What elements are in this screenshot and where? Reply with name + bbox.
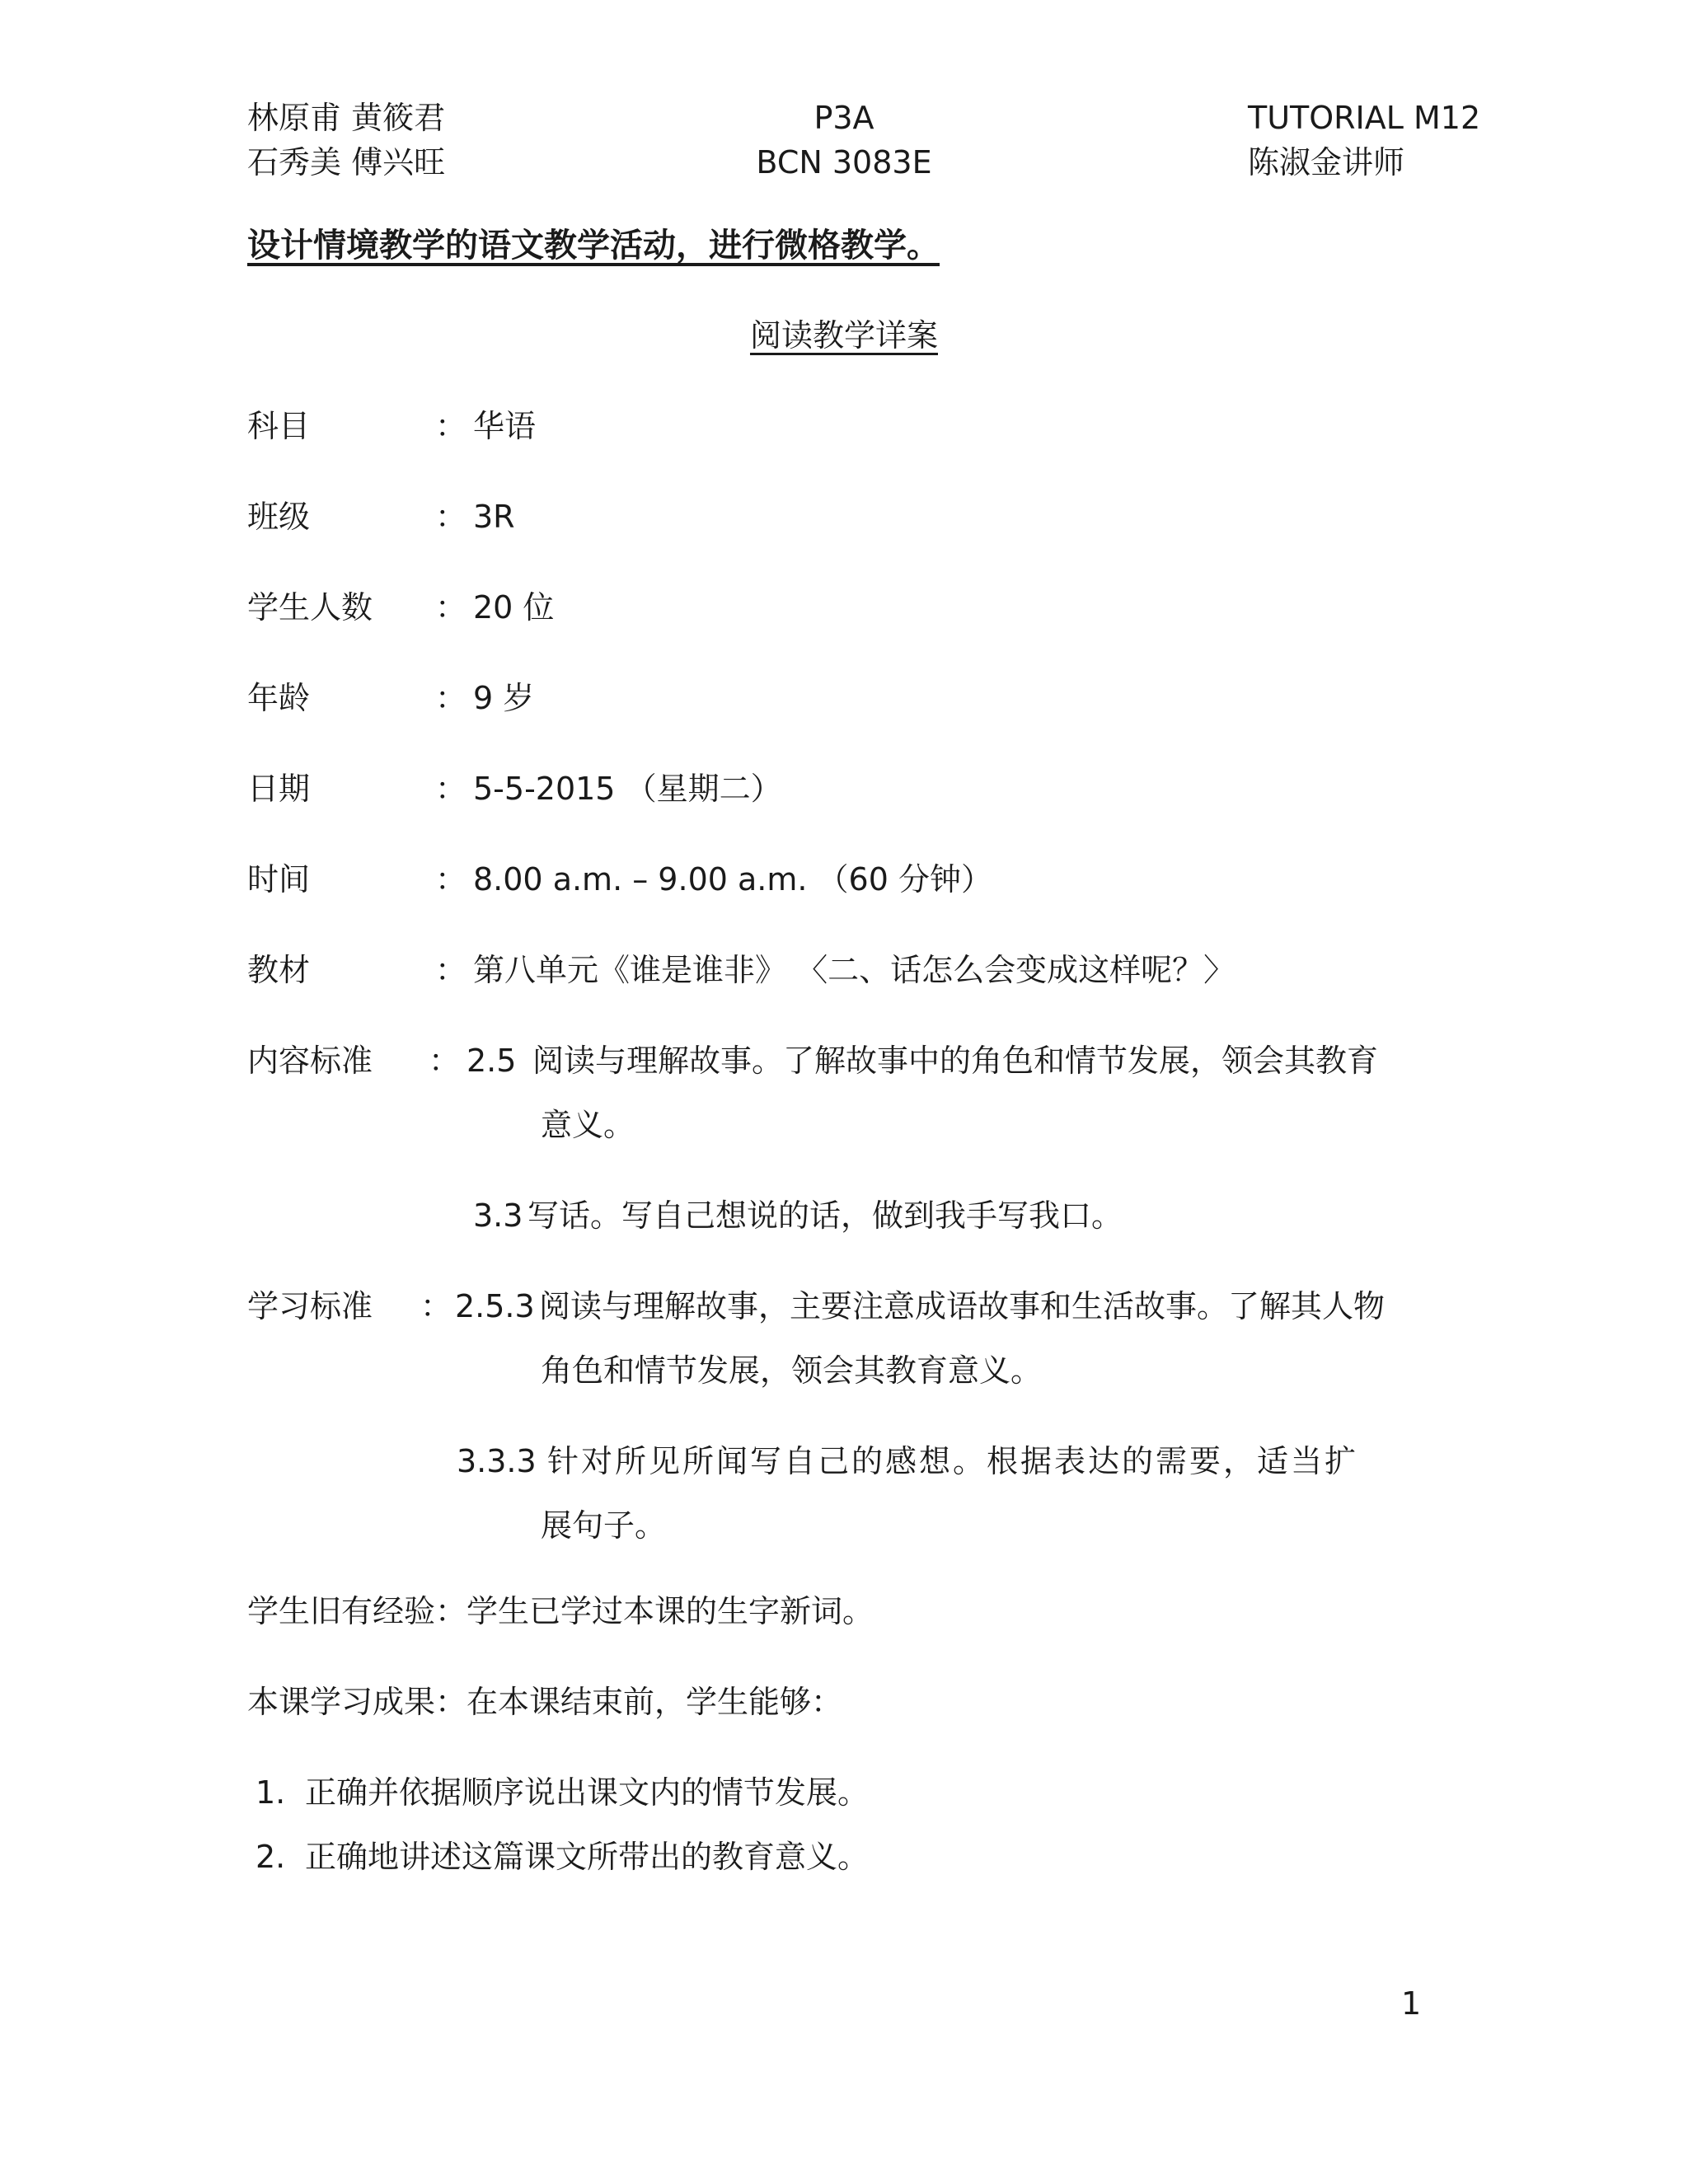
field-value-subject: 华语 <box>473 408 537 444</box>
outcome-number: 2. <box>256 1839 286 1875</box>
field-colon: ： <box>435 499 467 535</box>
field-label-subject: 科目 <box>247 408 311 444</box>
field-value-age: 9 岁 <box>473 680 535 716</box>
field-value-class: 3R <box>473 499 515 535</box>
content-standard-colon: ： <box>429 1043 461 1079</box>
field-label-time: 时间 <box>247 861 311 898</box>
learning-standard-colon: ： <box>420 1288 452 1324</box>
content-standard-item1-line2: 意义。 <box>541 1107 635 1143</box>
prior-knowledge: 学生旧有经验：学生已学过本课的生字新词。 <box>247 1593 874 1629</box>
learning-standard-item2-line2: 展句子。 <box>541 1507 667 1544</box>
header-lecturer: 陈淑金讲师 <box>1248 144 1405 180</box>
outcomes-intro: 本课学习成果：在本课结束前，学生能够： <box>247 1684 843 1720</box>
learning-standard-item2-line1: 针对所见所闻写自己的感想。根据表达的需要，适当扩 <box>547 1443 1359 1479</box>
content-standard-item1-num: 2.5 <box>467 1043 517 1079</box>
field-colon: ： <box>435 408 467 444</box>
field-colon: ： <box>435 680 467 716</box>
header-authors-line1: 林原甫 黄筱君 <box>247 100 446 136</box>
header-authors-line2: 石秀美 傅兴旺 <box>247 144 446 180</box>
field-colon: ： <box>435 771 467 807</box>
main-title: 设计情境教学的语文教学活动，进行微格教学。 <box>247 227 940 265</box>
field-colon: ： <box>435 589 467 626</box>
content-standard-label: 内容标准 <box>247 1043 373 1079</box>
page-number: 1 <box>1401 1985 1422 2022</box>
header-course-code: BCN 3083E <box>756 144 932 180</box>
outcome-number: 1. <box>256 1774 286 1811</box>
field-value-material: 第八单元《谁是谁非》 〈二、话怎么会变成这样呢？〉 <box>473 952 1236 988</box>
field-value-date: 5-5-2015 （星期二） <box>473 771 782 807</box>
learning-standard-item1-line1: 阅读与理解故事，主要注意成语故事和生活故事。了解其人物 <box>539 1288 1386 1324</box>
field-value-time: 8.00 a.m. – 9.00 a.m. （60 分钟） <box>473 861 992 898</box>
content-standard-item2-num: 3.3 <box>473 1197 523 1234</box>
field-label-date: 日期 <box>247 771 311 807</box>
field-label-class: 班级 <box>247 499 311 535</box>
field-colon: ： <box>435 952 467 988</box>
header-class-code: P3A <box>814 100 874 136</box>
field-label-student-count: 学生人数 <box>247 589 373 626</box>
outcome-item: 正确并依据顺序说出课文内的情节发展。 <box>305 1774 870 1811</box>
lesson-title: 阅读教学详案 <box>749 317 938 354</box>
learning-standard-item1-line2: 角色和情节发展，领会其教育意义。 <box>541 1352 1043 1389</box>
content-standard-item2-text: 写话。写自己想说的话，做到我手写我口。 <box>528 1197 1123 1234</box>
learning-standard-label: 学习标准 <box>247 1288 373 1324</box>
field-label-age: 年龄 <box>247 680 311 716</box>
content-standard-item1-line1: 阅读与理解故事。了解故事中的角色和情节发展，领会其教育 <box>532 1043 1379 1079</box>
field-colon: ： <box>435 861 467 898</box>
learning-standard-item1-num: 2.5.3 <box>455 1288 535 1324</box>
field-label-material: 教材 <box>247 952 311 988</box>
outcome-item: 正确地讲述这篇课文所带出的教育意义。 <box>305 1839 870 1875</box>
field-value-student-count: 20 位 <box>473 589 555 626</box>
learning-standard-item2-num: 3.3.3 <box>457 1443 537 1479</box>
header-tutorial: TUTORIAL M12 <box>1248 100 1481 136</box>
